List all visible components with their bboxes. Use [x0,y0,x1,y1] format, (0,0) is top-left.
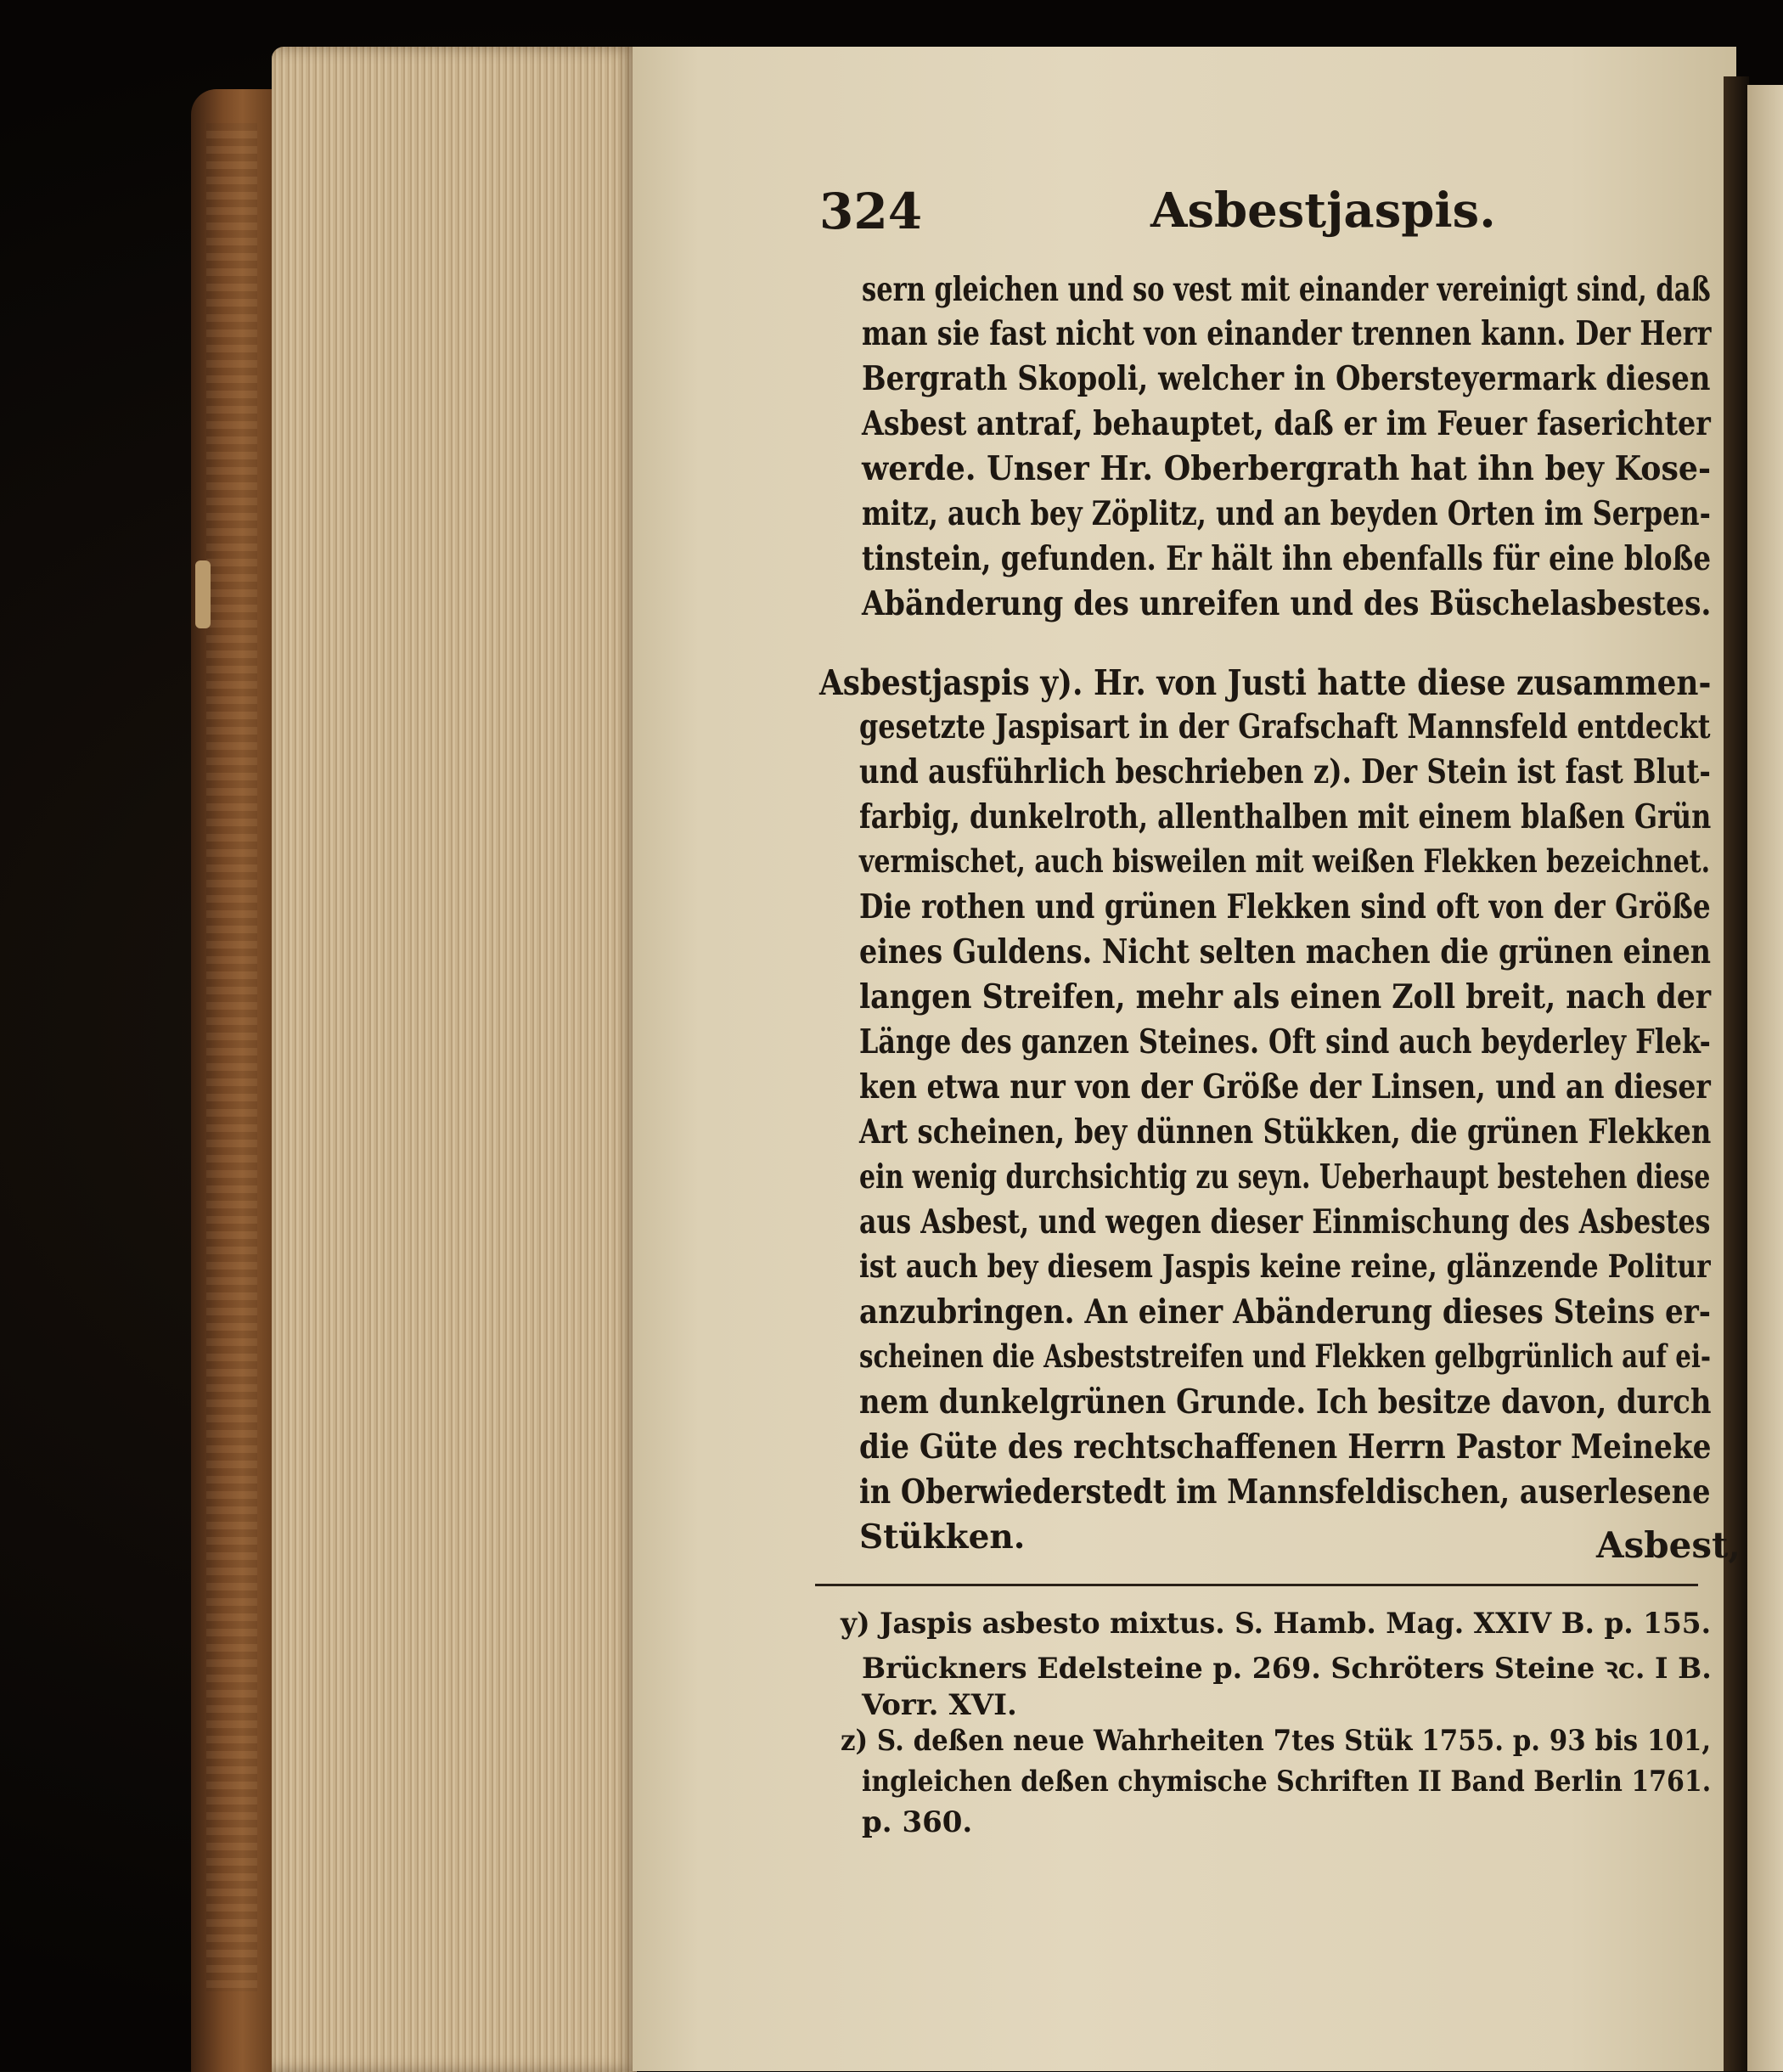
footnote-rule [815,1584,1698,1586]
text-line: tinstein, gefunden. Er hält ihn ebenfalls für eine bloße [862,539,1712,578]
running-head: Asbestjaspis. [1150,183,1496,239]
text-line: werde. Unser Hr. Oberbergrath hat ihn bey Kose- [862,449,1712,488]
text-line: und ausführlich beschrieben z). Der Stein ist fast Blut- [859,752,1711,791]
text-line: anzubringen. An einer Abänderung dieses Steins er- [859,1292,1711,1332]
cover-texture [206,123,257,1991]
page-number: 324 [819,183,923,240]
text-line: gesetzte Jaspisart in der Grafschaft Mannsfeld entdeckt [859,707,1711,746]
text-line: Asbest antraf, behauptet, daß er im Feuer faserichter [862,404,1711,443]
page-header [819,174,1694,251]
page-edges [272,47,637,2072]
text-line: man sie fast nicht von einander trennen kann. Der Herr [862,314,1712,353]
text-line: Stükken. [859,1517,1026,1557]
text-line: Länge des ganzen Steines. Oft sind auch beyderley Flek- [859,1022,1711,1061]
text-line: eines Guldens. Nicht selten machen die grünen einen [859,932,1712,971]
footnote-line: z) S. deßen neue Wahrheiten 7tes Stük 1755. p. 93 bis 101, [841,1724,1712,1758]
facing-page-edge [1747,85,1783,2071]
text-line: ein wenig durchsichtig zu seyn. Ueberhaupt bestehen diese [859,1157,1711,1196]
footnote-line: y) Jaspis asbesto mixtus. S. Hamb. Mag. XXIV B. p. 155. [841,1607,1712,1641]
text-line: langen Streifen, mehr als einen Zoll breit, nach der [859,977,1712,1016]
text-line: Bergrath Skopoli, welcher in Obersteyermark diesen [862,359,1711,398]
text-line: nem dunkelgrünen Grunde. Ich besitze davon, durch [859,1382,1712,1422]
book-gutter [1724,76,1749,2071]
text-line: ken etwa nur von der Größe der Linsen, und an dieser [859,1067,1711,1106]
text-line: Asbestjaspis y). Hr. von Justi hatte diese zusammen- [819,662,1712,703]
text-line: aus Asbest, und wegen dieser Einmischung des Asbestes [859,1202,1711,1242]
catchword: Asbest, [1596,1524,1741,1566]
text-line: Die rothen und grünen Flekken sind oft von der Größe [859,887,1711,926]
footnote-line: ingleichen deßen chymische Schriften II Band Berlin 1761. [862,1765,1712,1799]
text-line: mitz, auch bey Zöplitz, und an beyden Orten im Serpen- [862,494,1711,533]
text-line: vermischet, auch bisweilen mit weißen Flekken bezeichnet. [859,842,1711,880]
text-line: die Güte des rechtschaffenen Herrn Pastor Meineke [859,1427,1712,1467]
text-line: ist auch bey diesem Jaspis keine reine, glänzende Politur [859,1247,1711,1285]
text-line: in Oberwiederstedt im Mannsfeldischen, auserlesene [859,1472,1711,1512]
text-line: sern gleichen und so vest mit einander vereinigt sind, daß [862,270,1711,309]
cover-fragment [195,560,211,628]
book-cover-spine [191,89,284,2072]
text-line: scheinen die Asbeststreifen und Flekken gelbgrünlich auf ei- [859,1337,1712,1375]
footnote-line: p. 360. [862,1805,973,1839]
footnote-line: Brückners Edelsteine p. 269. Schröters Steine ꝛc. I B. [862,1652,1712,1686]
text-line: farbig, dunkelroth, allenthalben mit einem blaßen Grün [859,797,1712,836]
text-line: Abänderung des unreifen und des Büschelasbestes. [862,584,1712,623]
text-line: Art scheinen, bey dünnen Stükken, die grünen Flekken [859,1112,1712,1151]
footnote-line: Vorr. XVI. [862,1688,1017,1722]
